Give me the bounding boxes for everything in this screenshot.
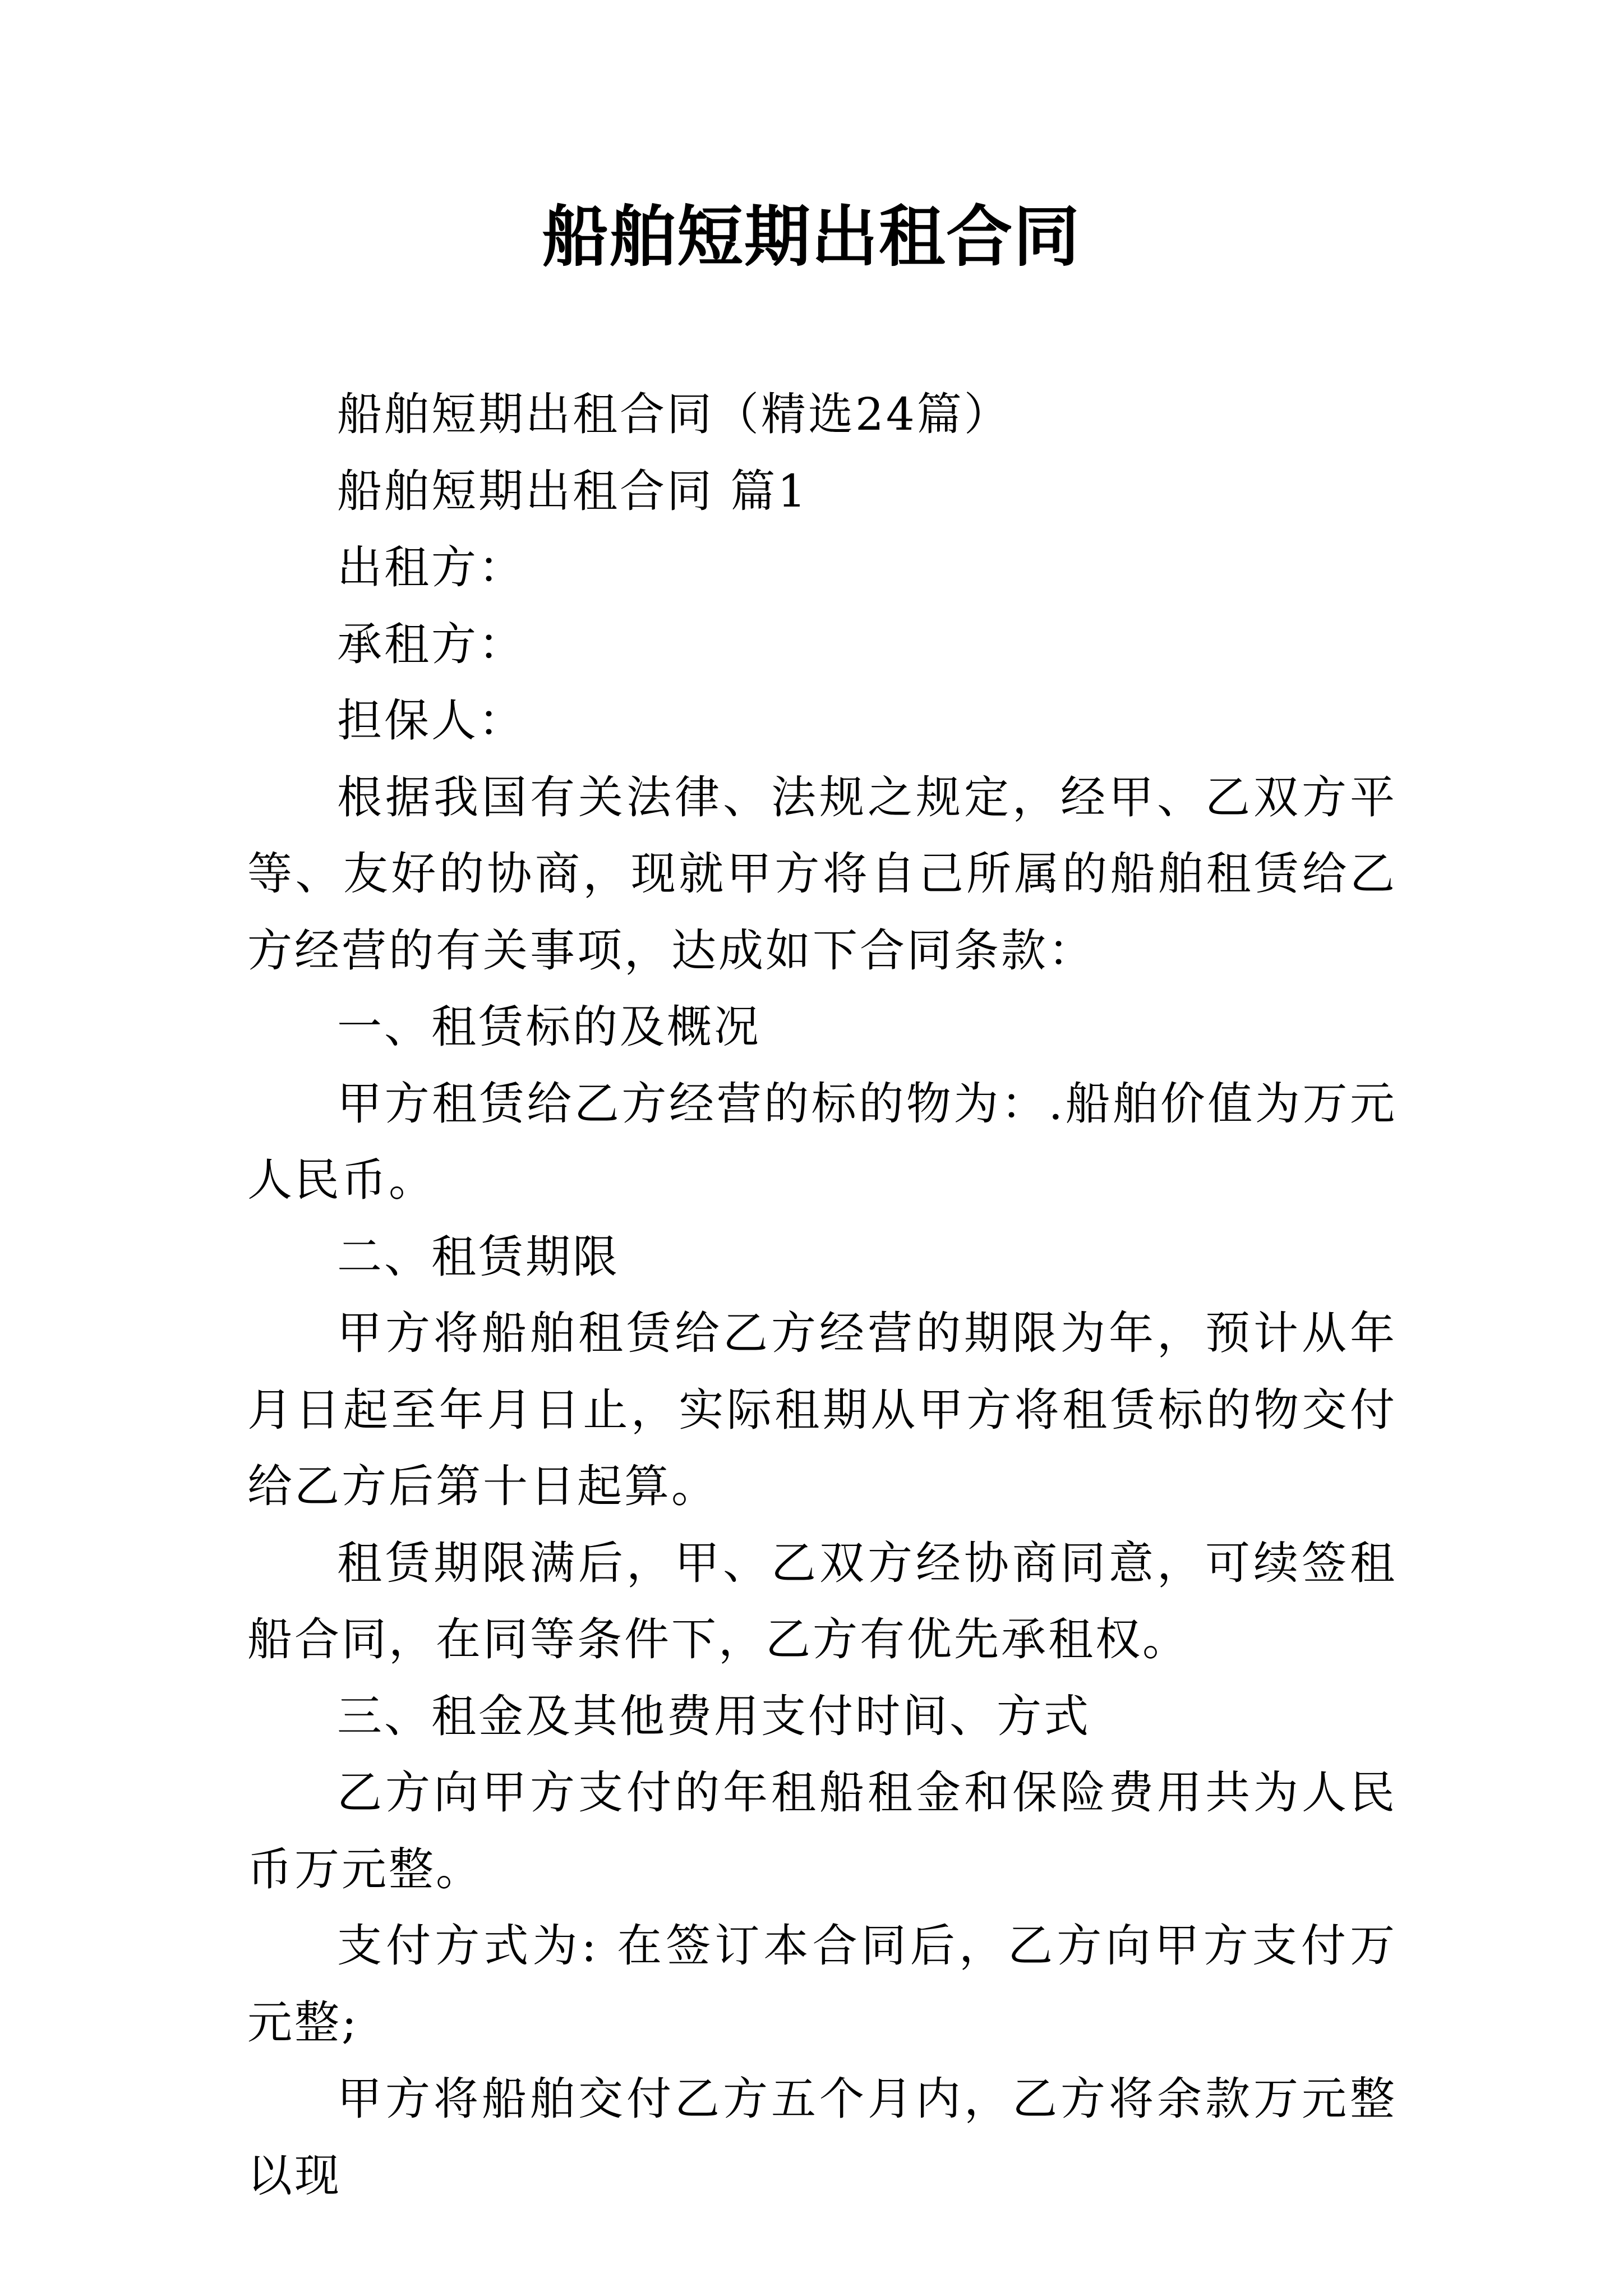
paragraph-lessor: 出租方：: [337, 541, 525, 593]
paragraph-renewal: 租赁期限满后，甲、乙双方经协商同意，可续签租船合同，在同等条件下，乙方有优先承租权。: [247, 1536, 1397, 1665]
paragraph-rent-amount: 乙方向甲方支付的年租船租金和保险费用共为人民币万元整。: [247, 1766, 1397, 1895]
paragraph-guarantor: 担保人：: [337, 694, 525, 747]
paragraph-balance-payment: 甲方将船舶交付乙方五个月内，乙方将余款万元整以现: [247, 2073, 1397, 2202]
section-heading-1: 一、租赁标的及概况: [337, 1001, 761, 1053]
paragraph-lessee: 承租方：: [337, 618, 525, 670]
paragraph-collection-title: 船舶短期出租合同（精选24篇）: [337, 388, 1011, 440]
document-body: [247, 376, 1397, 2214]
paragraph-payment-method: 支付方式为: 在签订本合同后，乙方向甲方支付万元整;: [247, 1920, 1397, 2049]
document-title: 船舶短期出租合同: [542, 197, 1081, 275]
section-heading-3: 三、租金及其他费用支付时间、方式: [337, 1690, 1091, 1742]
paragraph-chapter-heading: 船舶短期出租合同 篇1: [337, 464, 809, 517]
paragraph-lease-subject: 甲方租赁给乙方经营的标的物为：.船舶价值为万元人民币。: [247, 1077, 1397, 1206]
paragraph-lease-term: 甲方将船舶租赁给乙方经营的期限为年，预计从年月日起至年月日止，实际租期从甲方将租赁标的物交付给乙方后第十日起算。: [247, 1307, 1397, 1512]
paragraph-preamble: 根据我国有关法律、法规之规定，经甲、乙双方平等、友好的协商，现就甲方将自己所属的船舶租赁给乙方经营的有关事项，达成如下合同条款：: [247, 771, 1397, 977]
section-heading-2: 二、租赁期限: [337, 1230, 620, 1283]
